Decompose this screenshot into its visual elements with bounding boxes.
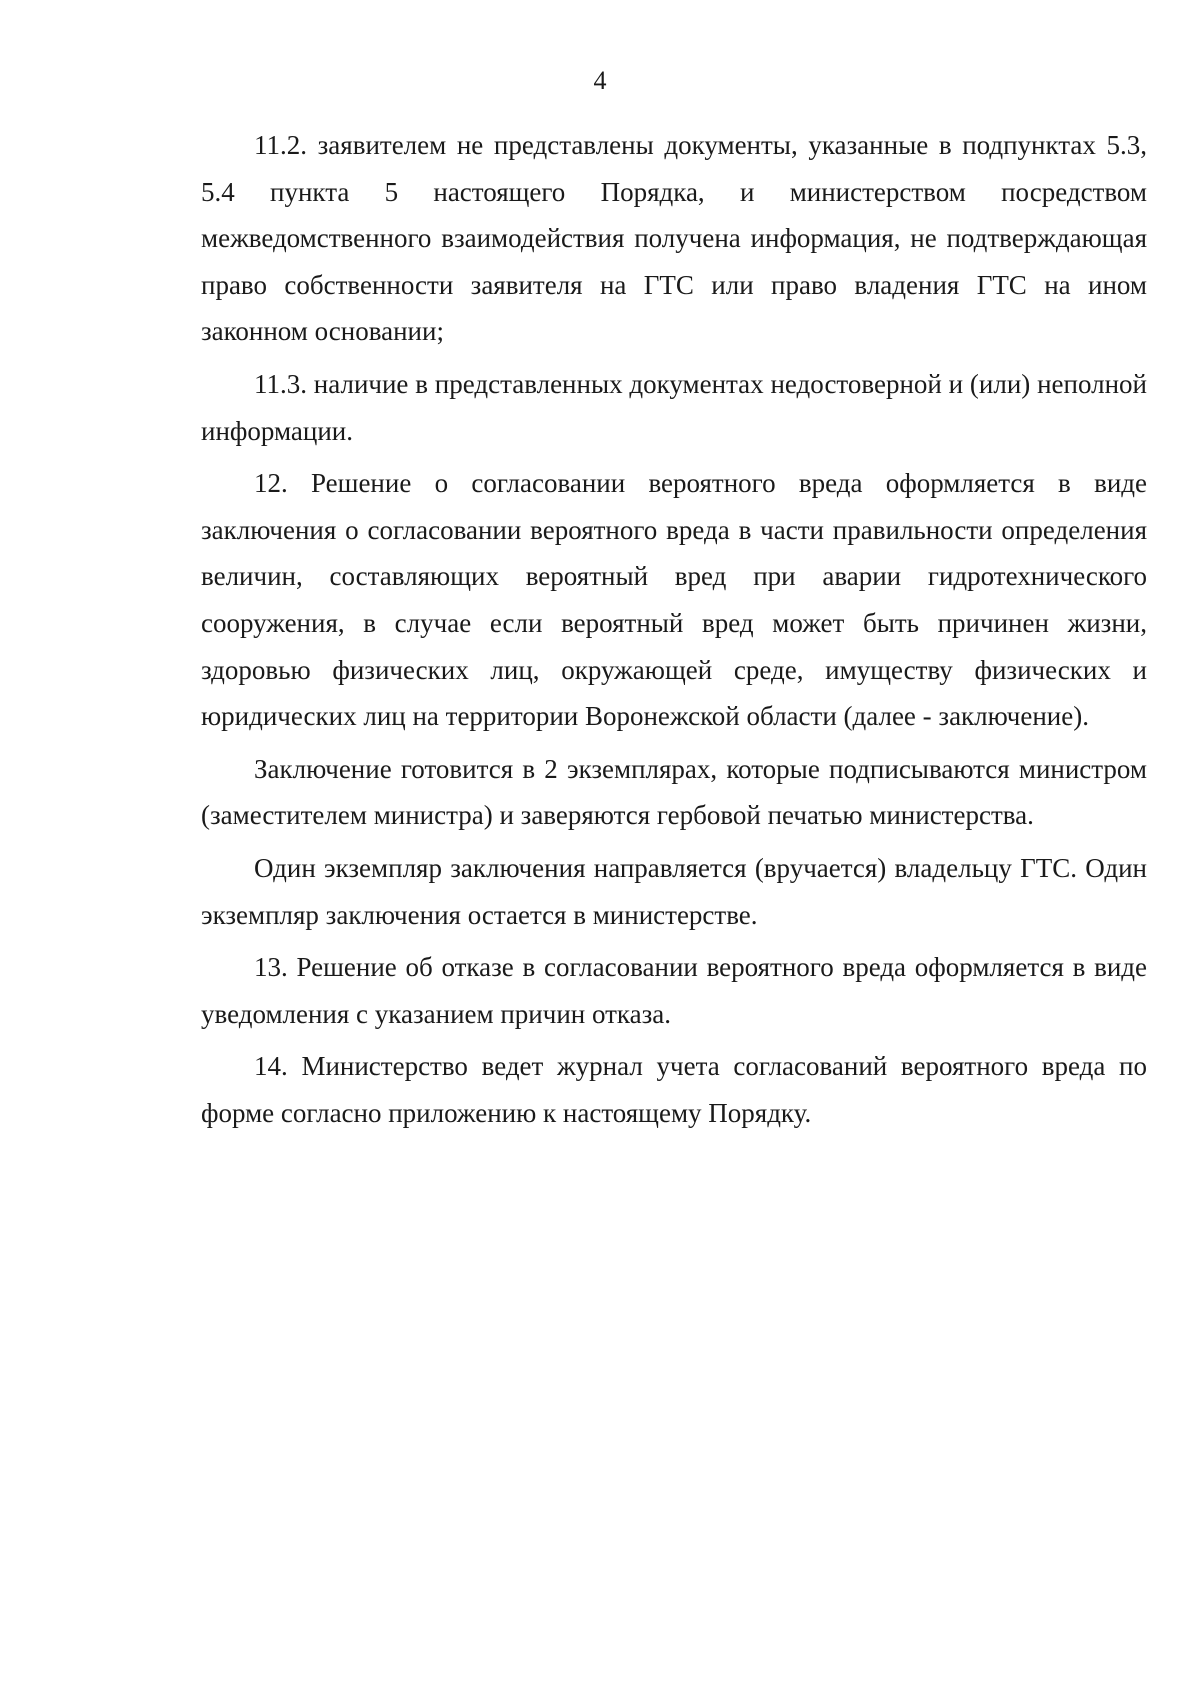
document-body bbox=[201, 122, 1147, 1142]
paragraph-13: 13. Решение об отказе в согласовании вероятного вреда оформляется в виде уведомления с указанием причин отказа. bbox=[201, 952, 1147, 1029]
paragraph-12: 12. Решение о согласовании вероятного вреда оформляется в виде заключения о согласовании вероятного вреда в части правильности определения величин, составляющих вероятный вред при аварии гидротехнического сооружения, в случае если вероятный вред может быть причинен жизни, здоровью физических лиц, окружающей среде, имуществу физических и юридических лиц на территории Воронежской области (далее - заключение). bbox=[201, 468, 1147, 732]
paragraph-conclusion-distribution: Один экземпляр заключения направляется (вручается) владельцу ГТС. Один экземпляр заключения остается в министерстве. bbox=[201, 852, 1147, 930]
paragraph-conclusion-copies: Заключение готовится в 2 экземплярах, которые подписываются министром (заместителем министра) и заверяются гербовой печатью министерства. bbox=[201, 753, 1147, 831]
paragraph-14: 14. Министерство ведет журнал учета согласований вероятного вреда по форме согласно приложению к настоящему Порядку. bbox=[201, 1051, 1147, 1128]
page-number: 4 bbox=[593, 66, 607, 95]
paragraph-11-2: 11.2. заявителем не представлены документы, указанные в подпунктах 5.3, 5.4 пункта 5 настоящего Порядка, и министерством посредством межведомственного взаимодействия получена информация, не подтверждающая право собственности заявителя на ГТС или право владения ГТС на ином законном основании; bbox=[201, 130, 1147, 347]
paragraph-11-3: 11.3. наличие в представленных документах недостоверной и (или) неполной информации. bbox=[201, 368, 1147, 446]
